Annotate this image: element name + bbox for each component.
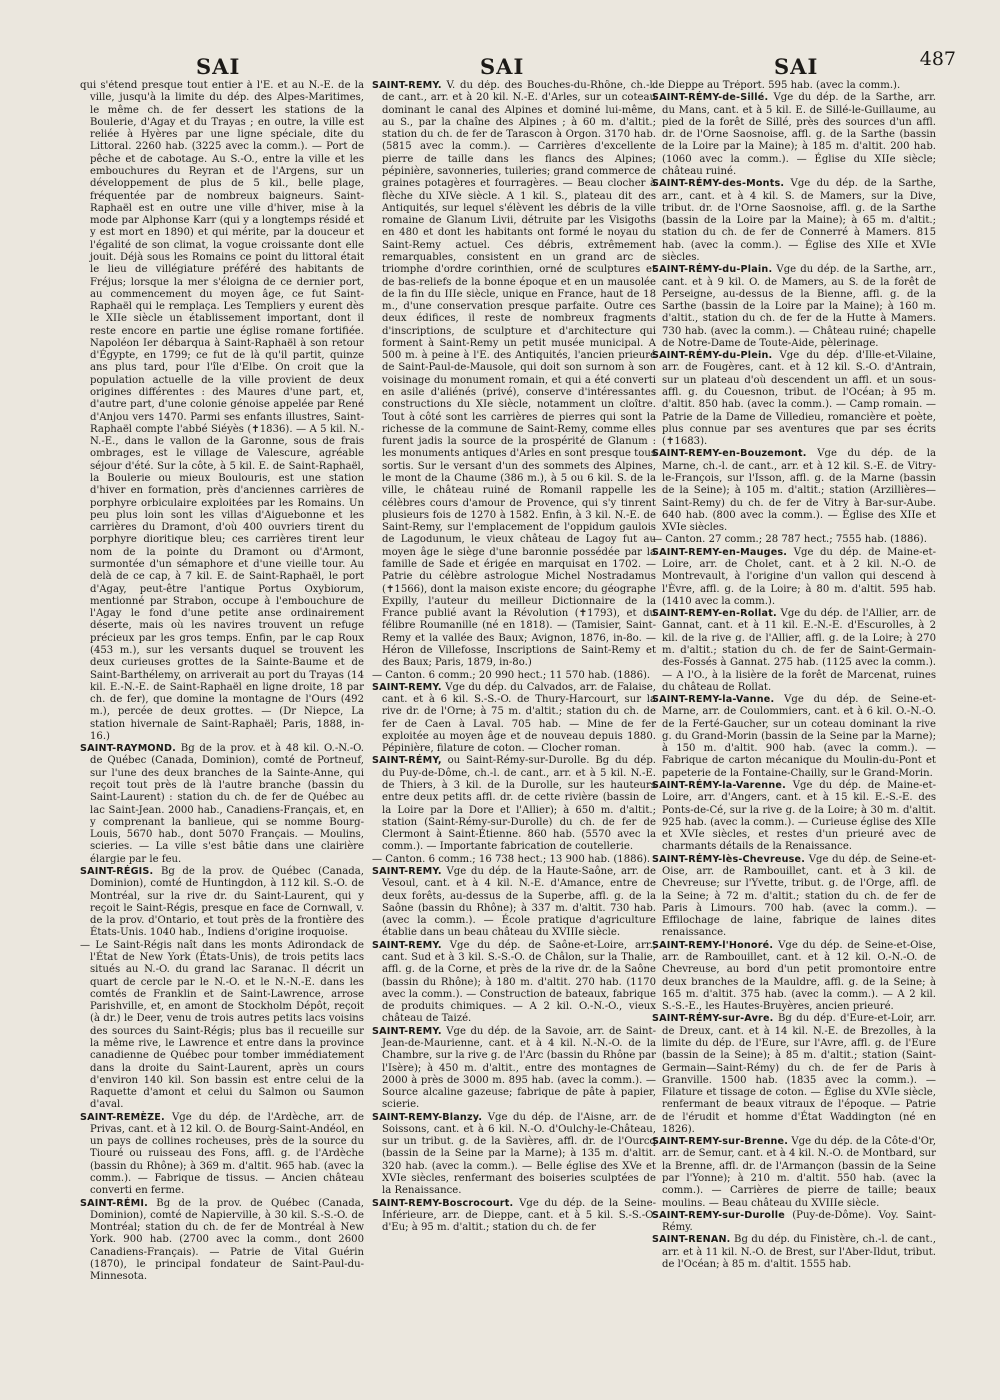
entry-text: Vge du dép. d'Ille-et-Vilaine, arr. de Fougères, cant. et à 12 kil. S.-O. d'Antrain, sur un plateau d'où descendent un affl. et un sous-affl. g. du Couesnon, tribut. de l'Océan; à 95 m. d'altit. 850 hab. (avec la comm.). — Camp romain. — Patrie de la Dame de Villedieu, romancière et poète, plus connue par ses aventures que par ses écrits (✝1683). xyxy=(662,350,936,448)
entry-text: Vge du dép. de la Haute-Saône, arr. de Vesoul, cant. et à 4 kil. N.-E. d'Amance, entre de deux forêts, au-dessus de la Superbe, affl. g. de la Saône (bassin du Rhône); à 337 m. d'altit. 730 hab. (avec la comm.). — École pratique d'agriculture établie dans un beau château du XVIIIe siècle. xyxy=(382,866,656,939)
dictionary-entry xyxy=(372,866,656,940)
entry-text: Bg du dép. du Finistère, ch.-l. de cant., arr. et à 11 kil. N.-O. de Brest, sur l'Aber-Ildut, tribut. de l'Océan; à 85 m. d'altit. 1555 hab. xyxy=(662,1234,936,1270)
dictionary-entry xyxy=(652,1234,936,1271)
page-number: 487 xyxy=(919,48,956,70)
entry-headword: SAINT-RÉMY, xyxy=(372,755,442,767)
entry-text: — Canton. 27 comm.; 28 787 hect.; 7555 hab. (1886). xyxy=(652,534,927,546)
entry-headword: SAINT-RÉMY-de-Sillé. xyxy=(652,92,769,104)
entry-text: Vge du dép. du Calvados, arr. de Falaise, cant. et à 6 kil. S.-S.-O. de Thury-Harcourt, sur la rive dr. de l'Orne; à 75 m. d'altit.; station du ch. de fer de Caen à Laval. 705 hab. — Mine de fer exploitée au moyen âge et de nouveau depuis 1880. Pépinière, filature de coton. — Clocher roman. xyxy=(382,681,656,755)
dictionary-entry xyxy=(372,1026,656,1112)
dictionary-entry xyxy=(652,940,936,1014)
dictionary-entry xyxy=(372,854,656,866)
entry-text: — Le Saint-Régis naît dans les monts Adirondack de l'État de New York (États-Unis), de trois petits lacs situés au N.-O. du grand lac Saranac. Il décrit un quart de cercle par le N.-O. et le N.-N.-E. dans les comtés de Franklin et de Saint-Lawrence, arrose Parishville, et, en amont de Stockholm Dépôt, reçoit (à dr.) le Deer, venu de trois autres petits lacs voisins des sources du Saint-Régis; plus bas il recueille sur la même rive, le Lawrence et entre dans la province canadienne de Québec pour tomber immédiatement dans la droite du Saint-Laurent, après un cours d'environ 140 kil. Son bassin est entre celui de la Raquette d'amont et celui du Salmon ou Saumon d'aval. xyxy=(80,939,364,1111)
entry-headword: SAINT-REMY-en-Mauges. xyxy=(652,546,788,558)
entry-headword: SAINT-REMY-Boscrocourt. xyxy=(372,1197,514,1209)
entry-text: Bg de la prov. de Québec (Canada, Dominion), comté de Napierville, à 30 kil. S.-S.-O. de Montréal; station du ch. de fer de Montréal à New York. 900 hab. (2700 avec la comm., dont 2600 Canadiens-Français). — Patrie de Vital Guérin (1870), le principal fondateur de Saint-Paul-du-Minnesota. xyxy=(90,1197,364,1283)
entry-text: Vge du dép. de la Marne, ch.-l. de cant., arr. et à 12 kil. S.-E. de Vitry-le-François, sur l'Isson, affl. g. de la Marne (bassin de la Seine); à 105 m. d'altit.; station (Arzillières—Saint-Remy) du ch. de fer de Vitry à Bar-sur-Aube. 640 hab. (800 avec la comm.). — Église des XIIe et XVIe siècles. xyxy=(662,448,936,534)
entry-text: Bg de la prov. de Québec (Canada, Dominion), comté de Huntingdon, à 112 kil. S.-O. de Montréal, sur la rive dr. du Saint-Laurent, qui y reçoit le Saint-Régis, presque en face de Cornwall, v. de la prov. d'Ontario, et tout près de la frontière des États-Unis. 1040 hab., Indiens d'origine iroquoise. xyxy=(90,866,364,939)
dictionary-entry xyxy=(372,682,656,756)
entry-headword: SAINT-REMY-en-Bouzemont. xyxy=(652,448,807,460)
dictionary-entry xyxy=(652,1136,936,1210)
dictionary-entry xyxy=(652,264,936,350)
entry-text: Vge du dép. de Maine-et-Loire, arr. d'Angers, cant. et à 15 kil. E.-S.-E. des Ponts-de-Cé, sur la rive g. de la Loire; à 30 m. d'altit. 925 hab. (avec la comm.). — Curieuse église des XIIe et XVIe siècles, et restes d'un prieuré avec de charmants détails de la Renaissance. xyxy=(662,780,936,853)
running-header-center: SAI xyxy=(480,54,525,79)
dictionary-entry xyxy=(80,1198,364,1284)
entry-headword: SAINT-RAYMOND. xyxy=(80,743,177,755)
running-header-right: SAI xyxy=(774,54,819,79)
entry-text: Vge du dép. de l'Aisne, arr. de Soissons, cant. et à 6 kil. N.-O. d'Oulchy-le-Château, sur un tribut. g. de la Savières, affl. dr. de l'Ourcq (bassin de la Seine par la Marne); à 135 m. d'altit. 320 hab. (avec la comm.). — Belle église des XVe et XVIe siècles, renfermant des boiseries sculptées de la Renaissance. xyxy=(382,1111,656,1197)
dictionary-entry xyxy=(652,92,936,178)
entry-headword: SAINT-RENAN. xyxy=(652,1234,731,1246)
entry-text: Vge du dép. de Seine-et-Marne, arr. de Coulommiers, cant. et à 6 kil. O.-N.-O. de la Ferté-Gaucher, sur un coteau dominant la rive g. du Grand-Morin (bassin de la Seine par la Marne); à 150 m. d'altit. 900 hab. (avec la comm.). — Fabrique de carton mécanique du Moulin-du-Pont et papeterie de la Fontaine-Chailly, sur le Grand-Morin. xyxy=(662,694,936,779)
dictionary-entry xyxy=(372,670,656,682)
dictionary-entry xyxy=(372,940,656,1026)
dictionary-entry xyxy=(652,547,936,608)
entry-text: (Puy-de-Dôme). Voy. Saint-Rémy. xyxy=(662,1209,936,1234)
dictionary-entry xyxy=(652,1210,936,1235)
entry-headword: SAINT-RÉMY-des-Monts. xyxy=(652,178,785,190)
entry-headword: SAINT-REMY. xyxy=(372,80,442,91)
running-header-left: SAI xyxy=(196,54,241,79)
entry-text: qui s'étend presque tout entier à l'E. et au N.-E. de la ville, jusqu'à la limite du dép. des Alpes-Maritimes, le même ch. de fer dessert les stations de la Boulerie, d'Agay et du Trayas ; en outre, la ville est reliée à Hyères par une ligne spéciale, dite du Littoral. 2260 hab. (3225 avec la comm.). — Port de pêche et de cabotage. Au S.-O., entre la ville et les embouchures du Reyran et de l'Argens, sur un développement de plus de 5 kil., belle plage, fréquentée par de nombreux baigneurs. Saint-Raphaël est en outre une ville d'hiver, mise à la mode par Alphonse Karr (qui y a longtemps résidé et y est mort en 1890) et qui mérite, par la douceur et l'égalité de son climat, la vogue croissante dont elle jouit. Déjà sous les Romains ce point du littoral était le lieu de villégiature préféré des habitants de Fréjus; lorsque la mer s'éloigna de ce dernier port, au commencement du moyen âge, ce fut Saint-Raphaël qui le remplaça. Les Templiers y eurent dès le XIIe siècle un établissement important, dont il reste encore en partie une église romane fortifiée. Napoléon Ier débarqua à Saint-Raphaël à son retour d'Égypte, en 1799; ce fut de là qu'il partit, quinze ans plus tard, pour l'île d'Elbe. On croit que la population actuelle de la ville provient de deux origines différentes : des Maures d'une part, et, d'autre part, d'une colonie génoise appelée par René d'Anjou vers 1470. Parmi ses enfants illustres, Saint-Raphaël compte l'abbé Siéyès (✝1836). — A 5 kil. N.-N.-E., dans le vallon de la Garonne, sous de frais ombrages, est le village de Valescure, agréable séjour d'été. Sur la côte, à 5 kil. E. de Saint-Raphaël, la Boulerie ou mieux Boulouris, est une station d'hiver en formation, près d'anciennes carrières de porphyre orbiculaire exploitées par les Romains. Un peu plus loin sont les villas d'Aiguebonne et les carrières du Dramont, d'où 400 ouvriers tirent du porphyre dioritique bleu; ces carrières tirent leur nom de la pointe du Dramont ou d'Armont, surmontée d'un sémaphore et d'une vieille tour. Au delà de ce cap, à 7 kil. E. de Saint-Raphaël, le port d'Agay, peut-être l'antique Portus Oxybiorum, mentionné par Strabon, occupe à l'embouchure de l'Agay le fond d'une petite anse ordinairement déserte, mais où les navires trouvent un refuge précieux par les gros temps. Enfin, par le cap Roux (453 m.), sur les versants duquel se trouvent les deux curieuses grottes de la Sainte-Baume et de Saint-Barthélemy, on arriverait au port du Trayas (14 kil. E.-N.-E. de Saint-Raphaël en ligne droite, 18 par ch. de fer), que domine la montagne de l'Ours (492 m.), percée de deux grottes. — (Dr Niepce, La station hivernale de Saint-Raphaël; Paris, 1888, in-16.) xyxy=(80,80,364,742)
dictionary-entry xyxy=(652,80,936,92)
entry-headword: SAINT-REMY-en-Rollat. xyxy=(652,608,777,620)
entry-text: Vge du dép. de Seine-et-Oise, arr. de Rambouillet, cant. et à 3 kil. de Chevreuse; sur l'Yvette, tribut. g. de l'Orge, affl. de la Seine; à 72 m. d'altit.; station du ch. de fer de Paris à Limours. 700 hab. (avec la comm.). — Effilochage de laine, fabrique de laines dites renaissance. xyxy=(662,853,936,939)
dictionary-entry xyxy=(652,448,936,534)
entry-text: Vge du dép. de la Savoie, arr. de Saint-Jean-de-Maurienne, cant. et à 4 kil. N.-N.-O. de la Chambre, sur la rive g. de l'Arc (bassin du Rhône par l'Isère); à 450 m. d'altit., entre des montagnes de 2000 à près de 3000 m. 895 hab. (avec la comm.). — Source alcaline gazeuse; fabrique de pâte à papier, scierie. xyxy=(382,1025,656,1111)
entry-headword: SAINT-RÉMY-du-Plein. xyxy=(652,350,773,362)
entry-headword: SAINT-REMY. xyxy=(372,866,442,877)
dictionary-entry xyxy=(372,1112,656,1198)
dictionary-entry xyxy=(80,866,364,940)
dictionary-entry xyxy=(652,178,936,264)
entry-headword: SAINT-REMÈZE. xyxy=(80,1111,165,1123)
dictionary-entry xyxy=(80,743,364,866)
dictionary-entry xyxy=(652,350,936,448)
entry-headword: SAINT-REMY. xyxy=(372,681,442,693)
text-column-2 xyxy=(372,80,656,1395)
entry-headword: SAINT-RÉMY-la-Varenne. xyxy=(652,780,786,792)
entry-text: Vge du dép. de Seine-et-Oise, arr. de Rambouillet, cant. et à 12 kil. O.-N.-O. de Chevreuse, au bord d'un petit promontoire entre deux branches de la Mauldre, affl. g. de la Seine; à 165 m. d'altit. 375 hab. (avec la comm.). — A 2 kil. S.-S.-E., les Hautes-Bruyères, ancien prieuré. xyxy=(662,939,936,1013)
dictionary-entry xyxy=(372,1198,656,1235)
entry-text: Vge du dép. de la Sarthe, arr. du Mans, cant. et à 5 kil. E. de Sillé-le-Guillaume, au pied de la forêt de Sillé, près des sources d'un affl. dr. de l'Orne Saosnoise, affl. g. de la Sarthe (bassin de la Loire par la Maine); à 185 m. d'altit. 200 hab. (1060 avec la comm.). — Église du XIIe siècle; château ruiné. xyxy=(662,92,936,177)
entry-text: — Canton. 6 comm.; 16 738 hect.; 13 900 hab. (1886). xyxy=(372,853,651,865)
dictionary-entry xyxy=(652,1013,936,1136)
entry-text: Vge du dép. de la Seine-Inférieure, arr. de Dieppe, cant. et à 5 kil. S.-S.-O. d'Eu; à 95 m. d'altit.; station du ch. de fer xyxy=(382,1197,656,1234)
entry-text: Vge du dép. de la Côte-d'Or, arr. de Semur, cant. et à 4 kil. N.-O. de Montbard, sur la Brenne, affl. dr. de l'Armançon (bassin de la Seine par l'Yonne); à 210 m. d'altit. 550 hab. (avec la comm.). — Carrières de pierre de taille; beaux moulins. — Beau château du XVIIIe siècle. xyxy=(662,1136,936,1209)
entry-text: Vge du dép. de la Sarthe, arr., cant. et à 9 kil. O. de Mamers, au S. de la forêt de Perseigne, au-dessus de la Bienne, affl. g. de la Sarthe (bassin de la Loire par la Maine); à 160 m. d'altit., station du ch. de fer de la Hutte à Mamers. 730 hab. (avec la comm.). — Château ruiné; chapelle de Notre-Dame de Toute-Aide, pèlerinage. xyxy=(662,264,936,349)
entry-text: V. du dép. des Bouches-du-Rhône, ch.-l. de cant., arr. et à 20 kil. N.-E. d'Arles, sur un coteau dominant le canal des Alpines et dominé lui-même, au S., par la chaîne des Alpines ; à 60 m. d'altit.; station du ch. de fer de Tarascon à Orgon. 3170 hab. (5815 avec la comm.). — Carrières d'excellente pierre de taille dans les flancs des Alpines; pépinière, savonneries, tuileries; grand commerce de graines potagères et fourragères. — Beau clocher à flèche du XIVe siècle. A 1 kil. S., plateau dit des Antiquités, sur lequel s'élèvent les débris de la ville romaine de Glanum Livii, détruite par les Visigoths en 480 et dont les habitants ont formé le noyau du Saint-Remy actuel. Ces débris, extrêmement remarquables, consistent en un grand arc de triomphe d'ordre corinthien, orné de sculptures et de bas-reliefs de la bonne époque et en un mausolée de la fin du IIIe siècle, unique en France, haut de 18 m., d'une conservation presque parfaite. Outre ces deux édifices, il reste de nombreux fragments d'inscriptions, de sculpture et d'architecture qui forment à Saint-Remy un petit musée municipal. A 500 m. à peine à l'E. des Antiquités, l'ancien prieuré de Saint-Paul-de-Mausole, qui doit son surnom à son voisinage du monument romain, et qui a été converti en asile d'aliénés (privé), conserve d'intéressantes constructions du XIe siècle, notamment un cloître. Tout à côté sont les carrières de pierres qui sont la richesse de la commune de Saint-Remy, comme elles furent jadis la source de la prospérité de Glanum : les monuments antiques d'Arles en sont presque tous sortis. Sur le versant d'un des sommets des Alpines, le mont de la Chaume (386 m.), à 5 ou 6 kil. S. de la ville, le château ruiné de Romanil rappelle les célèbres cours d'amour de Provence, qui s'y tinrent plusieurs fois de 1270 à 1582. Enfin, à 3 kil. N.-E. de Saint-Remy, sur l'emplacement de l'oppidum gaulois de Lagodunum, le vieux château de Lagoy fut au moyen âge le siège d'une baronnie possédée par la famille de Sade et érigée en marquisat en 1702. — Patrie du célèbre astrologue Michel Nostradamus (✝1566), dont la maison existe encore; du géographe Expilly, l'auteur du meilleur Dictionnaire de la France publié avant la Révolution (✝1793), et du félibre Roumanille (né en 1818). — (Tamisier, Saint-Remy et la vallée des Baux; Avignon, 1876, in-8o. — Héron de Villefosse, Inscriptions de Saint-Remy et des Baux; Paris, 1879, in-8o.) xyxy=(382,80,656,669)
dictionary-entry xyxy=(652,694,936,780)
entry-text: Bg du dép. d'Eure-et-Loir, arr. de Dreux, cant. et à 14 kil. N.-E. de Brezolles, à la limite du dép. de l'Eure, sur l'Avre, affl. g. de l'Eure (bassin de la Seine); à 85 m. d'altit.; station (Saint-Germain—Saint-Rémy) du ch. de fer de Paris à Granville. 1500 hab. (1835 avec la comm.). — Filature et tissage de coton. — Église du XVIe siècle, renfermant de beaux vitraux de l'époque. — Patrie de l'érudit et homme d'État Waddington (né en 1826). xyxy=(662,1013,936,1135)
entry-headword: SAINT-RÉMY-sur-Avre. xyxy=(652,1013,774,1025)
entry-headword: SAINT-RÉMY-du-Plain. xyxy=(652,264,773,276)
entry-headword: SAINT-REMY-sur-Brenne. xyxy=(652,1136,789,1148)
dictionary-entry xyxy=(652,534,936,546)
entry-headword: SAINT-REMY-l'Honoré. xyxy=(652,939,774,951)
entry-text: de Dieppe au Tréport. 595 hab. (avec la comm.). xyxy=(652,80,901,91)
entry-headword: SAINT-RÉMI. xyxy=(80,1197,148,1209)
entry-text: Vge du dép. de la Sarthe, arr., cant. et à 4 kil. S. de Mamers, sur la Dive, tribut. dr. de l'Orne Saosnoise, affl. g. de la Sarthe (bassin de la Loire par la Maine); à 65 m. d'altit.; station du ch. de fer de Connerré à Mamers. 815 hab. (avec la comm.). — Église des XIIe et XVIe siècles. xyxy=(662,178,936,263)
entry-headword: SAINT-REMY-la-Vanne. xyxy=(652,694,775,706)
dictionary-entry xyxy=(372,755,656,853)
text-column-3 xyxy=(652,80,936,1395)
entry-headword: SAINT-REMY-Blanzy. xyxy=(372,1111,483,1123)
dictionary-entry xyxy=(372,80,656,670)
entry-headword: SAINT-RÉGIS. xyxy=(80,866,154,877)
dictionary-entry xyxy=(80,80,364,743)
entry-text: Bg de la prov. et à 48 kil. O.-N.-O. de Québec (Canada, Dominion), comté de Portneuf, sur l'une des deux branches de la Sainte-Anne, qui reçoit tout près de là l'autre branche (bassin du Saint-Laurent) : station du ch. de fer de Québec au lac Saint-Jean. 2000 hab., Canadiens-Français, et, en y comprenant la banlieue, qui se nomme Bourg-Louis, 5670 hab., dont 5070 Français. — Moulins, scieries. — La ville s'est bâtie dans une clairière élargie par le feu. xyxy=(90,743,364,865)
dictionary-entry xyxy=(652,780,936,854)
entry-text: Vge du dép. de l'Ardèche, arr. de Privas, cant. et à 12 kil. O. de Bourg-Saint-Andéol, en un pays de collines rocheuses, près de la source du Tiouré ou ruisseau des Fons, affl. g. de l'Ardèche (bassin du Rhône); à 369 m. d'altit. 965 hab. (avec la comm.). — Fabrique de tissus. — Ancien château converti en ferme. xyxy=(90,1111,364,1197)
entry-headword: SAINT-REMY. xyxy=(372,1025,442,1037)
entry-text: ou Saint-Rémy-sur-Durolle. Bg du dép. du Puy-de-Dôme, ch.-l. de cant., arr. et à 5 kil. N.-E. de Thiers, à 3 kil. de la Durolle, sur les hauteurs entre deux petits affl. dr. de cette rivière (bassin de la Loire par la Dore et l'Allier); à 650 m. d'altit.; station (Saint-Rémy-sur-Durolle) du ch. de fer de Clermont à Saint-Étienne. 860 hab. (5570 avec la comm.). — Importante fabrication de coutellerie. xyxy=(382,755,656,853)
entry-text: Vge du dép. de l'Allier, arr. de Gannat, cant. et à 11 kil. E.-N.-E. d'Escurolles, à 2 kil. de la rive g. de l'Allier, affl. g. de la Loire; à 270 m. d'altit.; station du ch. de fer de Saint-Germain-des-Fossés à Gannat. 275 hab. (1125 avec la comm.). — A l'O., à la lisière de la forêt de Marcenat, ruines du château de Rollat. xyxy=(662,608,936,693)
dictionary-entry xyxy=(80,940,364,1112)
entry-headword: SAINT-REMY-sur-Durolle xyxy=(652,1209,785,1221)
text-column-1 xyxy=(80,80,364,1395)
dictionary-entry xyxy=(652,854,936,940)
entry-headword: SAINT-RÉMY-lès-Chevreuse. xyxy=(652,853,806,865)
entry-text: Vge du dép. de Saône-et-Loire, arr., cant. Sud et à 3 kil. S.-S.-O. de Châlon, sur la Thalie, affl. g. de la Corne, et près de la rive dr. de la Saône (bassin du Rhône); à 180 m. d'altit. 270 hab. (1170 avec la comm.). — Construction de bateaux, fabrique de produits chimiques. — A 2 kil. O.-N.-O., vieux château de Taizé. xyxy=(382,939,656,1025)
entry-text: — Canton. 6 comm.; 20 990 hect.; 11 570 hab. (1886). xyxy=(372,669,651,681)
entry-headword: SAINT-REMY. xyxy=(372,939,442,951)
entry-text: Vge du dép. de Maine-et-Loire, arr. de Cholet, cant. et à 2 kil. N.-O. de Montrevault, à l'origine d'un vallon qui descend à l'Èvre, affl. g. de la Loire; à 80 m. d'altit. 595 hab. (1410 avec la comm.). xyxy=(662,546,936,607)
dictionary-entry xyxy=(80,1112,364,1198)
dictionary-entry xyxy=(652,608,936,694)
